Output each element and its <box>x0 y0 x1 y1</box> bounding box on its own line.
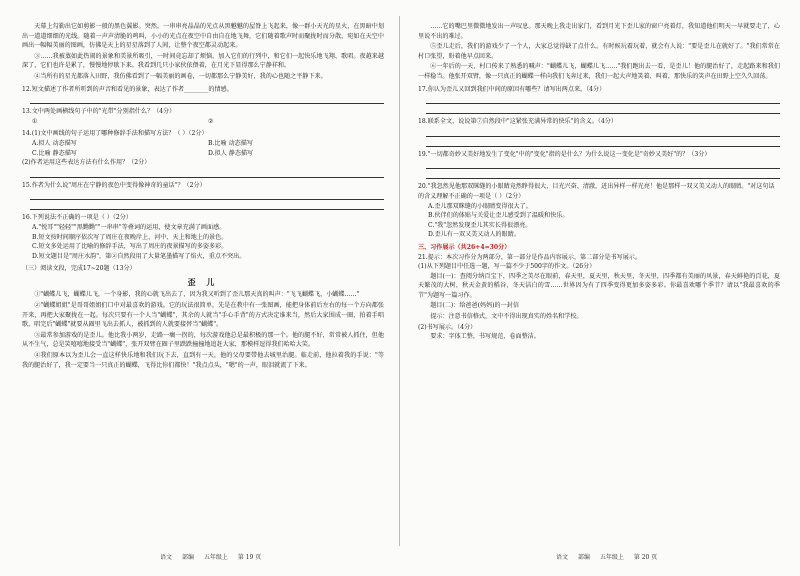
q14-options-row <box>22 139 384 149</box>
q14-option-a[interactable]: A.拟人 动态描写 <box>32 139 77 147</box>
question-19: 19."一切都奇妙又美好地发生了变化"中的"变化"指的是什么？为什么说这一变化是"奇妙又美好"的？（3分） <box>418 150 711 158</box>
q13-blank-1[interactable]: ① <box>32 117 38 125</box>
left-page <box>22 22 384 542</box>
question-20: 20."我忽然见他那双眯缝的小眼睛竟然睁得很大，目光兴奋、清澈，迸出异样一样光亮！他是那样一双又美又动人的眼睛。"对这句话的含义理解不正确的一项是（ ）（2分） <box>418 183 775 200</box>
answer-line[interactable] <box>30 192 384 200</box>
q20-option-d[interactable]: D.歪儿有一双又美又动人的眼睛。 <box>428 231 520 239</box>
question-21-part-2: (2)书写展示。（4分） <box>418 323 477 331</box>
right-page-footer <box>556 552 665 561</box>
answer-line[interactable] <box>30 170 384 178</box>
question-12: 12.短文描述了作者所听到的声音和看见的景象，表达了作者________的情感。 <box>22 85 233 93</box>
q16-option-a[interactable]: A."悦耳""轻轻""黑黝黝""一串串"等叠词的运用，使文章充满了画面感。 <box>32 223 226 231</box>
footer-subject: 语文 <box>160 554 173 561</box>
story-paragraph: ⑥一年后的一天，村口传来了熟悉的喊声："蝴蝶儿飞，蝴蝶儿飞……"我们跑出去一看，是歪儿！他的腿治好了，走起路来和我们一样稳当。他张开双臂，像一只真正的蝴蝶一样向我们飞奔过来，我们一起大声地笑着、叫着，那快乐的笑声在田野上空久久回荡。 <box>418 63 780 80</box>
answer-line[interactable] <box>426 96 780 104</box>
answer-line[interactable] <box>30 96 384 104</box>
footer-edition: 部编 <box>181 554 194 561</box>
story-paragraph: ③最常参加游戏的是歪儿。他比我小两岁，走路一瘸一拐的，每次游戏他总是最积极的那一个。他的腿不好，常常被人抓住，但他从不生气，总是笑嘻嘻地接受当"蝴蝶"，张开双臂在圈子里跌跌撞撞地追赶大家，那模样逗得我们哈哈大笑。 <box>22 331 384 349</box>
question-16: 16.下列说法不正确的一项是（ ）（2分） <box>22 214 132 222</box>
left-page-footer <box>160 552 269 561</box>
q14-option-b[interactable]: B.比喻 动态描写 <box>208 139 253 147</box>
page-divider <box>399 16 400 546</box>
essay-topic-1: 题目(一)：查阅分纳百宝下，四季之美尽在眼前，春天里，夏天里，秋天里，冬天里，四季都有美丽的风景，春天鲜艳的百花，夏天繁茂的大树，秋天金黄的稻谷，冬天洁白的雪……世界因为有了四季变得更加多姿多彩。你最喜欢哪个季节？请以"我最喜欢的季节"为题写一篇习作。 <box>418 272 780 299</box>
answer-line[interactable] <box>426 139 780 147</box>
q16-option-d[interactable]: D.短文题目是"周庄水韵"，第②自然段用了大量笔墨描写了焰火，重点不突出。 <box>32 252 246 260</box>
story-paragraph: ④我们原本以为歪儿会一直这样快乐地和我们玩下去，直到有一天，他的父母要带他去城里治腿。临走前，他拉着我的手说："等我的腿治好了，我一定要当一只真正的蝴蝶，飞得比你们都快！"我点点头，"嗯"的一声，眼泪就流了下来。 <box>22 352 384 369</box>
q20-option-b[interactable]: B.伙伴们的体贴与关爱让歪儿感受到了温暖和快乐。 <box>428 212 569 220</box>
question-17: 17.你认为歪儿又回到我们中间的原因有哪些？请写出两点来。（4分） <box>418 85 606 93</box>
answer-line[interactable] <box>426 106 780 114</box>
footer-page-number: 第 20 页 <box>633 554 658 561</box>
question-14b: (2)作者运用这些表达方法有什么作用？（2分） <box>22 159 151 167</box>
question-15: 15.作者为什么说"周庄在宁静的夜色中变得像神奇的童话"？（2分） <box>22 181 206 189</box>
q20-option-c[interactable]: C."我"忽然发现歪儿其实长得很漂亮。 <box>428 221 532 229</box>
answer-line[interactable] <box>426 161 780 169</box>
section-3-heading: （三）阅读文段，完成17~20题（13分） <box>22 265 136 273</box>
q13-blanks <box>22 117 384 127</box>
essay-tip: 提示：注意书信格式，文中不得出现真实的姓名和学校。 <box>430 313 583 321</box>
question-21: 21.提示：本次习作分为两部分，第一部分是作品内容展示，第二部分是书写展示。 <box>418 253 641 261</box>
q13-blank-2[interactable]: ② <box>208 117 214 125</box>
story-paragraph: ①"蝴蝶儿飞，蝴蝶儿飞，一个身影，我的心就飞出去了，因为我又听到了歪儿那天真的叫声："飞飞蝴蝶飞，小蝴蝶……" <box>34 291 360 299</box>
passage-paragraph: ③……我被蒸如此热闹的景象和美景所吸引，一时间竟忘却了烦恼，加入它们的行列中，和它们一起快乐地飞翔、歌唱。夜越来越深了，它们也许是累了，慢慢地停歇下来。我看到几只小家伙依偎着，在月光下显得那么宁静祥和。 <box>22 52 384 70</box>
story-title: 歪 儿 <box>187 276 219 287</box>
footer-subject: 语文 <box>556 554 569 561</box>
q14-option-d[interactable]: D.拟人 静态描写 <box>208 149 254 157</box>
footer-grade: 五年级上 <box>203 554 228 561</box>
question-18: 18.联系全文，说说第⑦自然段中"这紧张充满异常的快乐"的含义。（4分） <box>418 118 617 126</box>
right-page <box>418 22 780 542</box>
question-13: 13.文中两处画横线句子中的"光带"分别指什么？（4分） <box>22 108 176 116</box>
essay-topic-2: 题目(二)：给爸爸(妈妈)的一封信 <box>430 302 519 310</box>
writing-section-heading: 三、习作展示（共26+4=30分） <box>418 243 511 251</box>
q14-options-row <box>22 149 384 159</box>
q14-option-c[interactable]: C.比喻 静态描写 <box>32 149 77 157</box>
story-paragraph: ……它的嘴巴里微微地发出一声叹息。那天晚上我走出家门，看到月光下歪儿家的窗户亮着灯，我知道他们明天一早就要走了，心里说不出的难过。 <box>418 23 780 40</box>
writing-requirement: 要求：字体工整，书写规范，卷面整洁。 <box>430 333 540 341</box>
answer-line[interactable] <box>426 129 780 137</box>
passage-paragraph: ④当所有的星光都落入田野，我仿佛看到了一幅美丽的画卷，一切都那么宁静美好，我的心也随之平静下来。 <box>34 72 327 80</box>
answer-line[interactable] <box>30 202 384 210</box>
q16-option-c[interactable]: C.短文多处运用了比喻的修辞手法，写出了周庄的夜景描写的多姿多彩。 <box>32 243 228 251</box>
q20-option-a[interactable]: A.歪儿那双眯缝的小眼睛变得很大了。 <box>428 202 532 210</box>
footer-grade: 五年级上 <box>599 554 624 561</box>
footer-page-number: 第 19 页 <box>237 554 262 561</box>
story-paragraph: ⑤歪儿走后，我们的游戏少了一个人，大家总觉得缺了点什么。有时候玩着玩着，就会有人说："要是歪儿在就好了。"我们常常在村口张望，盼着他早点回来。 <box>418 43 780 60</box>
passage-paragraph: 天幕上勾勒出它如剪影一般的黑色翼影。突然，一串串亮晶晶的光点从黑魆魆的屋脊上飞起来，像一群小天光的星火，在黑暗中划出一道道细细的光线。随着一声声清脆的鸣叫，小小的光点在夜空中自由自在地飞舞，它们随着歌声时而聚拢时而分散，宛如在天空中画出一幅幅美丽的图画，仿佛是天上的星星落到了人间，让整个夜空都灵动起来。 <box>22 23 384 50</box>
question-14: 14.(1)文中画线的句子运用了哪种修辞手法和描写方法？（ ）（2分） <box>22 130 208 138</box>
story-paragraph: ②"蝴蝶姐姐"是哥哥姐姐们口中对最喜欢的游戏。它的玩法很简单，先是在教中有一张图画，能把身体前后左右的每一个方向都张开来，再把大家聚拢在一起。每次只要有一个人当"蝴蝶"，其余的人就当"手心手背"的方式决定谁来当，然后大家围成一圈，拍着手唱歌，唱完后"蝴蝶"就要从圈里飞出去抓人，被抓到的人就要接替当"蝴蝶"。 <box>22 302 384 329</box>
answer-line[interactable] <box>426 171 780 179</box>
q16-option-b[interactable]: B.短文按时间顺序依次写了周庄在夜晚岸上、河中、天上和地上的景色。 <box>32 233 228 241</box>
question-21-part-1: (1)从下列题目中任选一题，写一篇不少于500字的作文。（26分） <box>418 263 596 271</box>
footer-edition: 部编 <box>577 554 590 561</box>
